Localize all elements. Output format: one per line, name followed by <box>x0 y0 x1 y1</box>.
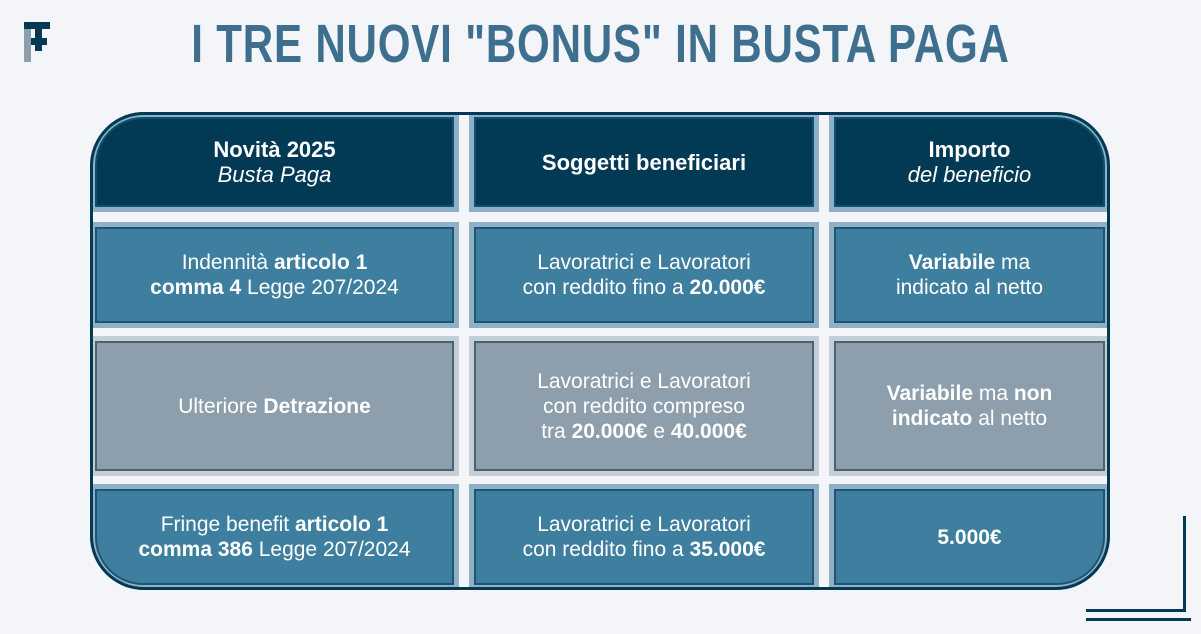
row3-col3-text-a: 5.000€ <box>937 525 1002 549</box>
row2-col2-text-e: e <box>647 419 671 443</box>
header-importo-label: Importo <box>928 137 1011 162</box>
row2-col2-text-d: 20.000€ <box>571 419 648 443</box>
header-col-importo <box>829 112 1110 212</box>
row1-col2-text-a: Lavoratrici e Lavoratori <box>537 251 751 274</box>
row3-col1-text-b: articolo 1 <box>294 513 389 536</box>
row1-col1 <box>90 222 459 328</box>
row2-col1-text-b: Detrazione <box>263 394 371 418</box>
row2-col3-text-b: ma <box>973 382 1014 405</box>
row1-col2-text-b: con reddito fino a <box>522 276 690 299</box>
row1-col1-text-a: Indennità <box>181 251 274 274</box>
row1-col1-text-c: comma 4 <box>150 276 242 299</box>
row3-col1-text-c: comma 386 <box>138 538 253 561</box>
row1-col2 <box>469 222 819 328</box>
row2-col3-text-d: indicato <box>891 407 973 430</box>
corner-decoration-line <box>1086 609 1186 612</box>
row3-col2-text-a: Lavoratrici e Lavoratori <box>537 513 751 536</box>
row2-col2-text-b: con reddito compreso <box>543 394 745 418</box>
row3-col1-text-d: Legge 207/2024 <box>252 538 411 561</box>
row2-col1-text-a: Ulteriore <box>178 394 264 418</box>
header-soggetti-label: Soggetti beneficiari <box>541 149 747 175</box>
row2-col1 <box>90 336 459 476</box>
row2-col3-text-e: al netto <box>972 407 1048 430</box>
row2-col2-text-f: 40.000€ <box>670 419 747 443</box>
row3-col1-text-a: Fringe benefit <box>160 513 295 536</box>
row1-col1-text-b: articolo 1 <box>273 251 368 274</box>
row1-col1-text-d: Legge 207/2024 <box>241 276 399 299</box>
row3-col2-text-c: 35.000€ <box>689 538 766 561</box>
row2-col2-text-a: Lavoratrici e Lavoratori <box>537 369 751 393</box>
row3-col1 <box>90 484 459 590</box>
row2-col3 <box>829 336 1110 476</box>
header-col-soggetti <box>469 112 819 212</box>
header-novita-label: Novità 2025 <box>213 137 336 162</box>
header-beneficio-label: del beneficio <box>907 162 1032 187</box>
row3-col2 <box>469 484 819 590</box>
row2-col3-text-a: Variabile <box>886 382 974 405</box>
header-col-novita <box>90 112 459 212</box>
row1-col2-text-c: 20.000€ <box>689 276 766 299</box>
f-letter-logo-icon <box>22 20 54 66</box>
row1-col3-text-c: indicato al netto <box>895 276 1044 299</box>
header-busta-paga-label: Busta Paga <box>217 162 332 187</box>
row1-col3-text-a: Variabile <box>908 251 996 274</box>
row2-col2 <box>469 336 819 476</box>
row3-col2-text-b: con reddito fino a <box>522 538 690 561</box>
row2-col3-text-c: non <box>1013 382 1053 405</box>
corner-decoration-line-vertical <box>1183 516 1186 612</box>
row1-col3-text-b: ma <box>995 251 1031 274</box>
row3-col3 <box>829 484 1110 590</box>
corner-decoration-line-outer <box>1086 618 1191 621</box>
row1-col3 <box>829 222 1110 328</box>
row2-col2-text-c: tra <box>541 419 572 443</box>
page-title: I TRE NUOVI "BONUS" IN BUSTA PAGA <box>191 14 1010 74</box>
